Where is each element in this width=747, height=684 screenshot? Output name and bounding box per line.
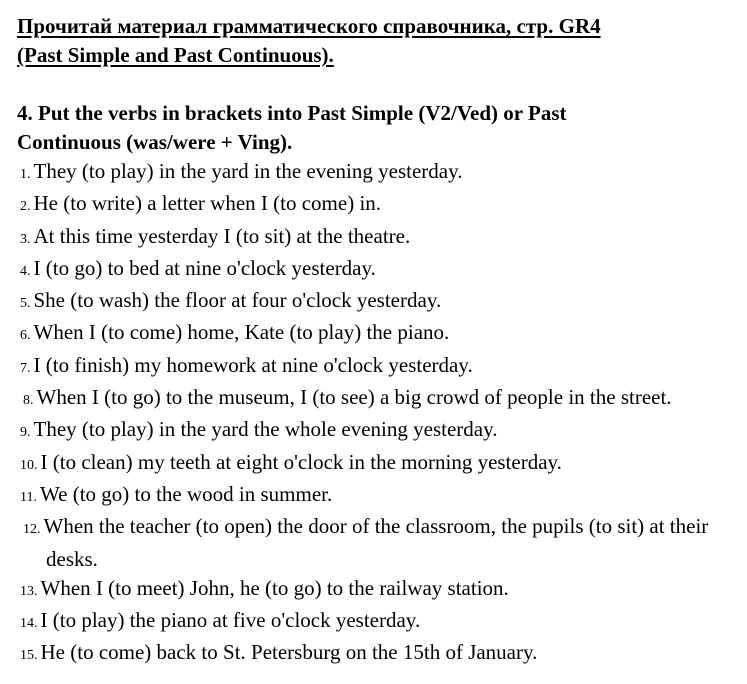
exercise-item — [17, 480, 747, 512]
exercise-heading-line-2: Continuous (was/were + Ving). — [17, 130, 293, 154]
exercise-item — [17, 222, 747, 254]
exercise-heading-line-1: 4. Put the verbs in brackets into Past Simple (V2/Ved) or Past — [17, 101, 567, 125]
item-number: 15. — [20, 648, 38, 664]
item-text: When the teacher (to open) the door of the classroom, the pupils (to sit) at their desks. — [43, 514, 709, 571]
item-text: When I (to go) to the museum, I (to see) a big crowd of people in the street. — [36, 385, 672, 410]
exercise-item — [17, 318, 747, 350]
item-text: I (to clean) my teeth at eight o'clock in the morning yesterday. — [40, 449, 562, 474]
exercise-item — [17, 415, 747, 447]
item-text: When I (to meet) John, he (to go) to the railway station. — [40, 575, 509, 600]
exercise-item — [17, 157, 747, 189]
item-number: 1. — [20, 167, 31, 182]
item-text: I (to go) to bed at nine o'clock yesterday. — [33, 255, 376, 280]
item-text: He (to come) back to St. Petersburg on the 15th of January. — [40, 640, 538, 665]
exercise-heading — [17, 99, 747, 157]
item-text: They (to play) in the yard in the evening yesterday. — [33, 159, 463, 183]
item-text: I (to play) the piano at five o'clock yesterday. — [40, 608, 421, 633]
exercise-item — [17, 383, 747, 415]
item-text: She (to wash) the floor at four o'clock yesterday. — [33, 288, 442, 313]
exercise-item — [17, 512, 747, 574]
item-number: 11. — [20, 489, 37, 505]
item-number: 6. — [20, 328, 31, 344]
exercise-item — [17, 254, 747, 286]
item-number: 5. — [20, 296, 31, 312]
item-number: 8. — [23, 393, 34, 409]
item-text: He (to write) a letter when I (to come) in. — [33, 191, 382, 216]
exercise-list — [17, 157, 747, 671]
item-text: I (to finish) my homework at nine o'clock yesterday. — [33, 352, 473, 377]
item-number: 7. — [20, 360, 31, 376]
item-text: They (to play) in the yard the whole evening yesterday. — [33, 417, 498, 442]
item-number: 2. — [20, 199, 31, 215]
exercise-item — [17, 606, 747, 638]
item-number: 3. — [20, 231, 31, 247]
reference-line-2: (Past Simple and Past Continuous). — [17, 43, 334, 67]
item-number: 4. — [20, 263, 31, 279]
exercise-item — [17, 286, 747, 318]
item-text: When I (to come) home, Kate (to play) the piano. — [33, 320, 450, 345]
item-text: We (to go) to the wood in summer. — [39, 481, 333, 506]
exercise-item — [17, 574, 747, 606]
reference-heading — [17, 0, 747, 70]
item-number: 12. — [23, 522, 41, 538]
item-number: 14. — [20, 616, 38, 632]
exercise-item — [17, 638, 747, 670]
item-number: 9. — [20, 425, 31, 441]
reference-line-1: Прочитай материал грамматического справочника, стр. GR4 — [17, 14, 601, 38]
item-number: 10. — [20, 457, 38, 473]
exercise-item — [17, 189, 747, 221]
item-text: At this time yesterday I (to sit) at the theatre. — [33, 223, 411, 248]
exercise-item — [17, 351, 747, 383]
exercise-item — [17, 448, 747, 480]
item-number: 13. — [20, 583, 38, 599]
